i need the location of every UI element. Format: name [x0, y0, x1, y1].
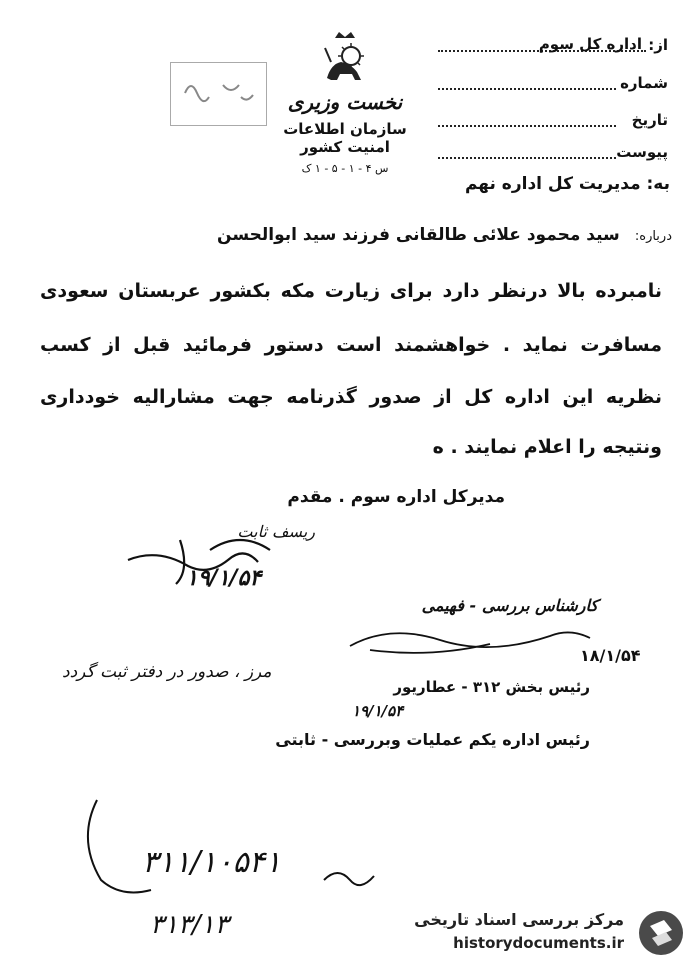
lion-and-sun-emblem-icon — [317, 30, 373, 86]
handwritten-name: ریسف ثابت — [237, 522, 315, 541]
letterhead — [265, 30, 425, 195]
body-line-4: ونتیجه را اعلام نمایند . ه — [432, 436, 662, 458]
handwritten-instruction: مرز ، صدور در دفتر ثبت گردد — [62, 662, 272, 682]
attachment-field — [438, 143, 668, 165]
section-head-date: ۱۹/۱/۵۴ — [352, 702, 404, 720]
body-line-2: مسافرت نماید . خواهشمند است دستور فرمائید قبل از کسب — [40, 334, 662, 356]
reviewer-date: ۱۸/۱/۵۴ — [580, 646, 641, 665]
date-dotted-line — [438, 125, 616, 127]
reviewer-signature-icon — [340, 620, 600, 664]
signatory-title: مدیرکل اداره سوم . مقدم — [287, 487, 505, 507]
watermark-title: مرکز بررسی اسناد تاریخی — [414, 910, 624, 929]
handwritten-check-icon — [318, 860, 378, 900]
attachment-label: پیوست — [616, 143, 668, 161]
addressee-line: به: مدیریت کل اداره نهم — [464, 174, 670, 194]
subject-line — [217, 225, 672, 245]
from-value: اداره کل سوم — [538, 35, 642, 53]
department-head-line: رئیس اداره یکم عملیات وبررسی - ثابتی — [275, 730, 590, 749]
from-field — [438, 36, 668, 58]
subject-label: درباره: — [634, 229, 672, 244]
section-head-line: رئیس بخش ۳۱۲ - عطاریور — [393, 678, 590, 696]
letterhead-organization: سازمان اطلاعات امنیت کشور — [283, 120, 407, 156]
archive-watermark — [402, 906, 692, 961]
received-stamp — [170, 62, 267, 126]
date-label: تاریخ — [631, 111, 668, 129]
number-label: شماره — [620, 74, 668, 92]
body-line-1: نامبرده بالا درنظر دارد برای زیارت مکه بکشور عربستان سعودی — [40, 280, 662, 302]
date-field — [438, 111, 668, 133]
reviewer-expert-line: کارشناس بررسی - فهیمی — [421, 596, 598, 615]
number-field — [438, 74, 668, 96]
watermark-url: historydocuments.ir — [453, 934, 624, 952]
filing-small-number: ۳۱۳/۱۳ — [150, 910, 229, 940]
letterhead-title: نخست وزیری — [287, 90, 403, 114]
letterhead-reference: س ۴ - ۱ - ۵ - ۱ ک — [301, 162, 389, 175]
stamp-scribble-icon — [171, 63, 266, 125]
archive-logo-icon — [636, 908, 686, 958]
handwritten-signature-date: ۱۹/۱/۵۴ — [186, 566, 262, 591]
body-line-3: نظریه این اداره کل از صدور گذرنامه جهت مشارالیه خودداری — [40, 386, 662, 408]
attachment-dotted-line — [438, 157, 616, 159]
subject-value: سید محمود علائی طالقانی فرزند سید ابوالحسن — [217, 225, 620, 245]
number-dotted-line — [438, 88, 616, 90]
filing-number: ۳۱۱/۱۰۵۴۱ — [142, 845, 282, 880]
from-label: از: — [648, 36, 668, 54]
